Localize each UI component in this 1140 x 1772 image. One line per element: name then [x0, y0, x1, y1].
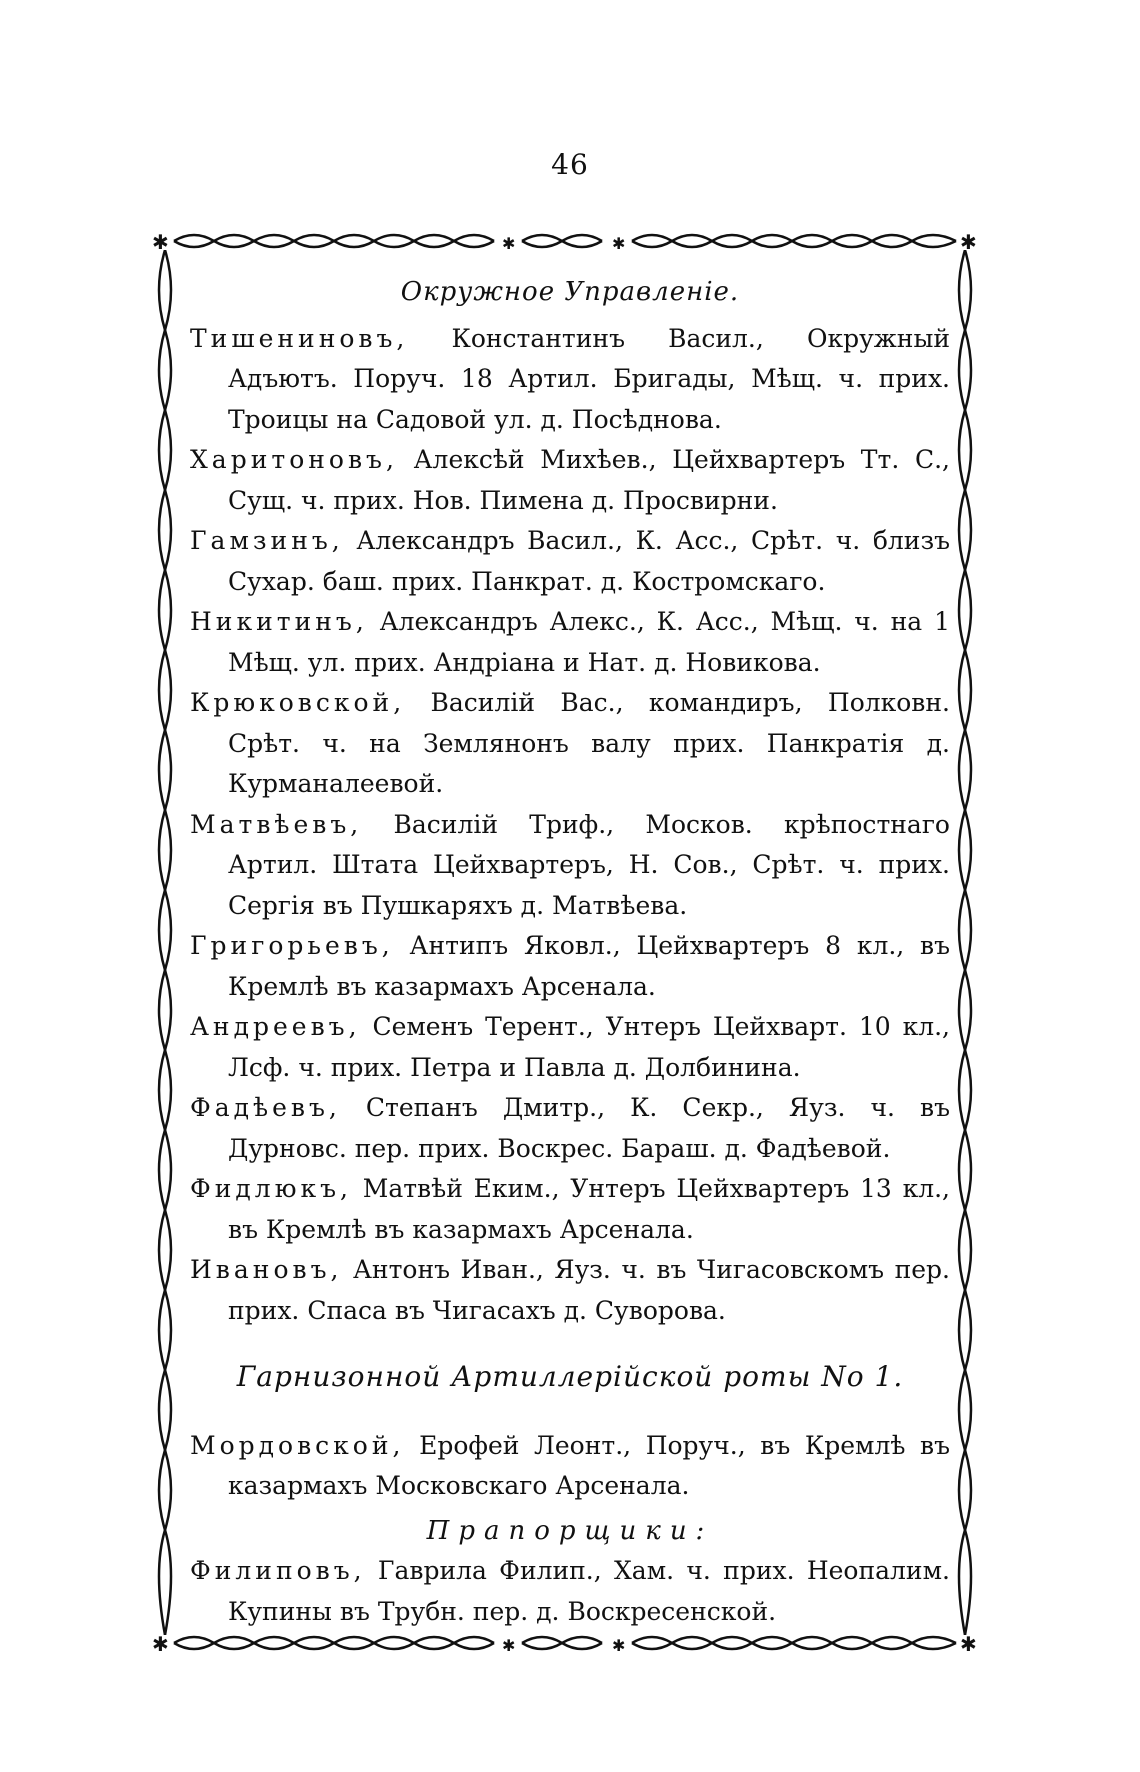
entry	[190, 1088, 950, 1169]
entry-name: Андреевъ,	[190, 1012, 361, 1041]
entry	[190, 805, 950, 927]
entry-details: Антонъ Иван., Яуз. ч. въ Чигасовскомъ пер. прих. Спаса въ Чигасахъ д. Суворова.	[228, 1255, 950, 1325]
page-content	[190, 272, 950, 1632]
entry	[190, 1426, 950, 1507]
entry	[190, 1007, 950, 1088]
entry-name: Григорьевъ,	[190, 931, 394, 960]
entry	[190, 602, 950, 683]
entry-details: Алексѣй Михѣев., Цейхвартеръ Тт. С., Сущ. ч. прих. Нов. Пимена д. Просвирни.	[228, 445, 950, 515]
entry-name: Никитинъ,	[190, 607, 368, 636]
top-ornamental-border	[150, 222, 980, 260]
entry-details: Матвѣй Еким., Унтеръ Цейхвартеръ 13 кл., въ Кремлѣ въ казармахъ Арсенала.	[228, 1174, 950, 1244]
svg-text:✱: ✱	[612, 1636, 626, 1655]
entry-details: Антипъ Яковл., Цейхвартеръ 8 кл., въ Кремлѣ въ казармахъ Арсенала.	[228, 931, 950, 1001]
svg-text:✱: ✱	[612, 234, 626, 253]
svg-text:✱: ✱	[502, 234, 516, 253]
entry-name: Филиповъ,	[190, 1556, 366, 1585]
entry-details: Василій Триф., Москов. крѣпостнаго Артил. Штата Цейхвартеръ, Н. Сов., Срѣт. ч. прих. Сергія въ Пушкаряхъ д. Матвѣева.	[228, 809, 950, 920]
entries-district	[190, 319, 950, 1332]
entry-name: Фидлюкъ,	[190, 1174, 352, 1203]
entry	[190, 319, 950, 441]
entry-name: Тишениновъ,	[190, 323, 409, 353]
page-number: 46	[551, 148, 589, 181]
entry-details: Семенъ Терент., Унтеръ Цейхварт. 10 кл., Лсф. ч. прих. Петра и Павла д. Долбинина.	[228, 1012, 950, 1082]
section-heading-district: Окружное Управленіе.	[400, 277, 740, 307]
svg-text:✱: ✱	[152, 230, 169, 254]
entries-ensigns	[190, 1551, 950, 1632]
entry	[190, 440, 950, 521]
entry	[190, 683, 950, 805]
entries-garrison	[190, 1426, 950, 1507]
entry-details: Степанъ Дмитр., К. Секр., Яуз. ч. въ Дурновс. пер. прих. Воскрес. Бараш. д. Фадѣевой.	[228, 1093, 950, 1163]
section-heading-ensigns: Прапорщики:	[426, 1515, 714, 1546]
left-ornamental-border	[150, 250, 180, 1635]
entry-name: Харитоновъ,	[190, 445, 398, 474]
entry-details: Василій Вас., командиръ, Полковн. Срѣт. ч. на Землянонъ валу прих. Панкратія д. Курманалеевой.	[228, 688, 950, 798]
entry-details: Гаврила Филип., Хам. ч. прих. Неопалим. Купины въ Трубн. пер. д. Воскресенской.	[228, 1556, 950, 1626]
entry-name: Мордовской,	[190, 1430, 405, 1460]
svg-text:✱: ✱	[960, 230, 977, 254]
entry-name: Фадѣевъ,	[190, 1093, 341, 1122]
entry-details: Александръ Алекс., К. Асс., Мѣщ. ч. на 1 Мѣщ. ул. прих. Андріана и Нат. д. Новикова.	[228, 607, 950, 677]
entry-name: Гамзинъ,	[190, 526, 344, 555]
entry-name: Ивановъ,	[190, 1255, 343, 1284]
entry-details: Александръ Васил., К. Асс., Срѣт. ч. близъ Сухар. баш. прих. Панкрат. д. Костромскаго.	[228, 526, 950, 596]
entry	[190, 1551, 950, 1632]
entry	[190, 1169, 950, 1250]
entry	[190, 521, 950, 602]
entry-name: Крюковской,	[190, 688, 406, 717]
svg-text:✱: ✱	[152, 1632, 169, 1656]
svg-text:✱: ✱	[960, 1632, 977, 1656]
entry	[190, 1250, 950, 1331]
entry-name: Матвѣевъ,	[190, 809, 363, 839]
section-heading-garrison: Гарнизонной Артиллерійской роты No 1.	[236, 1360, 904, 1393]
entry-details: Ерофей Леонт., Поруч., въ Кремлѣ въ казармахъ Московскаго Арсенала.	[228, 1430, 951, 1500]
right-ornamental-border	[950, 250, 980, 1635]
svg-text:✱: ✱	[502, 1636, 516, 1655]
entry	[190, 926, 950, 1007]
entry-details: Константинъ Васил., Окружный Адъютъ. Поруч. 18 Артил. Бригады, Мѣщ. ч. прих. Троицы на Садовой ул. д. Посѣднова.	[228, 323, 950, 434]
